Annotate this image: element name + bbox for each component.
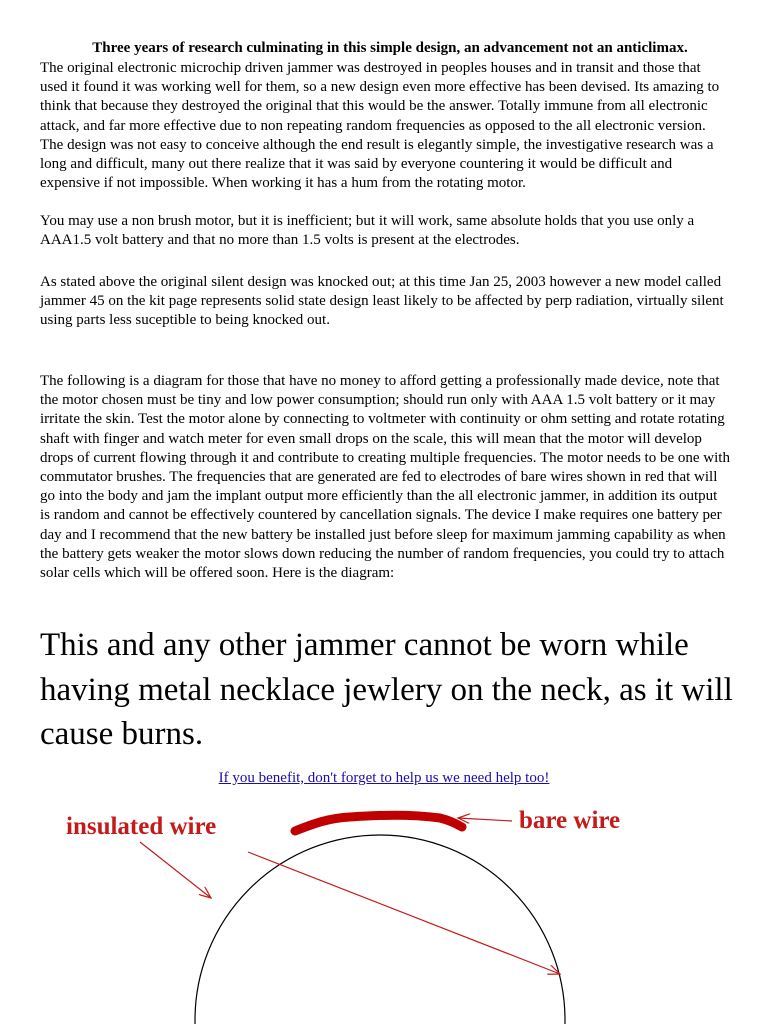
intro-paragraph: The original electronic microchip driven jammer was destroyed in peoples houses and in transit and those that used it found it was working well for them, so a new design even more effective has been devised. Its amazing to think that because they destroyed the original that this would be the answer. Totally immune from all electronic attack, and far more effective due to non repeating random frequencies as opposed to the all electronic version. The design was not easy to conceive although the end result is elegantly simple, the investigative research was a long and difficult, many out there realize that it was said by everyone countering it would be difficult and expensive if not impossible. When working it has a hum from the rotating motor. <box>40 60 720 192</box>
body-outline-circle <box>195 835 565 1024</box>
motor-note-paragraph: You may use a non brush motor, but it is inefficient; but it will work, same absolute holds that you use only a AAA1.5 volt battery and that no more than 1.5 volts is present at the electrodes. <box>40 213 695 249</box>
update-paragraph: As stated above the original silent design was knocked out; at this time Jan 25, 2003 however a new model called jammer 45 on the kit page represents solid state design least likely to be affected by perp radiation, virtually silent using parts less suceptible to being knocked out. <box>40 274 724 329</box>
bare-wire-arrow <box>458 818 512 821</box>
bare-wire-electrode <box>295 815 462 831</box>
burn-warning: This and any other jammer cannot be worn while having metal necklace jewlery on the neck, as it will cause burns. <box>40 627 733 752</box>
page-heading: Three years of research culminating in this simple design, an advancement not an anticlimax. <box>92 40 688 56</box>
insulated-wire-label: insulated wire <box>66 813 217 840</box>
jammer-diagram <box>0 790 768 1024</box>
diagram-intro-paragraph: The following is a diagram for those that have no money to afford getting a professionally made device, note that the motor chosen must be tiny and low power consumption; should run only with AAA 1.5 volt battery or it may irritate the skin. Test the motor alone by connecting to voltmeter with continuity or ohm setting and rotate rotating shaft with finger and watch meter for even small drops on the scale, this will mean that the motor will develop drops of current flowing through it and contribute to creating multiple frequencies. The motor needs to be one with commutator brushes. The frequencies that are generated are fed to electrodes of bare wires shown in red that will go into the body and jam the implant output more efficiently than the all electronic jammer, in addition its output is random and cannot be effectively countered by cancellation signals. The device I make requires one battery per day and I recommend that the new battery be installed just before sleep for maximum jamming capability as when the battery gets weaker the motor slows down reducing the number of random frequencies, you could try to attach solar cells which will be offered soon. Here is the diagram: <box>40 373 730 582</box>
cross-wire-arrow <box>248 852 560 974</box>
help-link[interactable]: If you benefit, don't forget to help us we need help too! <box>218 770 550 786</box>
insulated-wire-arrow <box>140 842 211 898</box>
bare-wire-label: bare wire <box>519 807 621 834</box>
